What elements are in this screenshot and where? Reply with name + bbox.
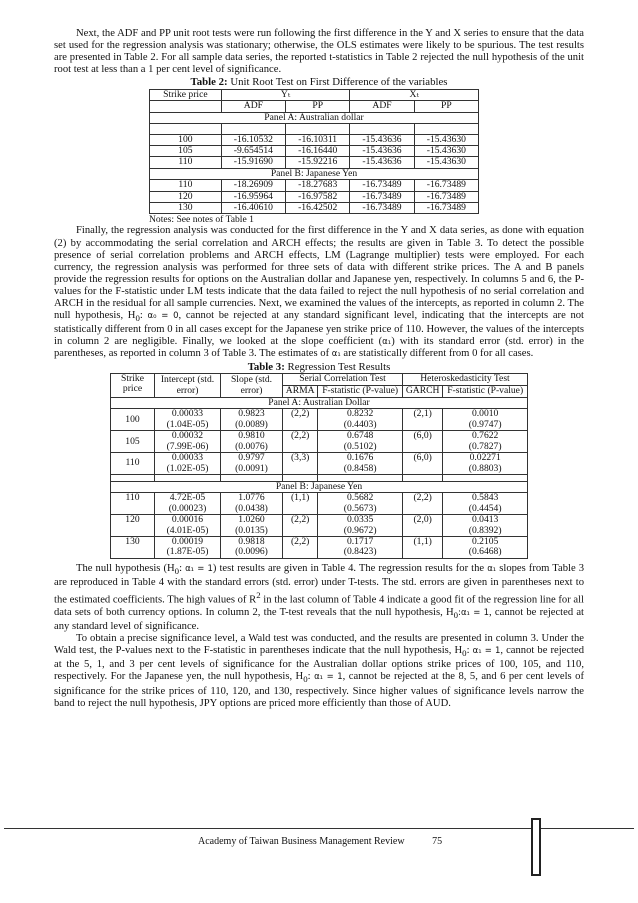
table-cell: -15.43636 <box>350 134 414 145</box>
table-cell <box>318 453 403 475</box>
cell-p-value: (0.5673) <box>343 502 377 514</box>
math-expression: α₁ = 1 <box>185 563 213 574</box>
cell-std-error: (4.01E-05) <box>166 524 209 536</box>
table3 <box>110 373 528 559</box>
table2-notes: Notes: See notes of Table 1 <box>149 214 254 226</box>
cell-value: 0.7622 <box>471 430 499 442</box>
table-cell: (3,3) <box>283 453 318 475</box>
table-cell: -16.10311 <box>286 134 350 145</box>
table-cell: (2,0) <box>402 515 442 537</box>
table-row <box>150 134 479 145</box>
cell-std-error: (0.0096) <box>235 546 268 558</box>
table-cell: -16.73489 <box>350 180 414 191</box>
table3-caption-label: Table 3: <box>247 360 285 373</box>
cell-p-value: (0.6468) <box>468 546 502 558</box>
table-cell: -16.97582 <box>286 191 350 202</box>
journal-name: Academy of Taiwan Business Management Review <box>198 836 405 847</box>
cell-std-error: (1.87E-05) <box>166 546 209 558</box>
cell-value: 0.0335 <box>346 514 374 526</box>
cell-std-error: (0.0076) <box>235 440 268 452</box>
table-cell: 100 <box>150 134 222 145</box>
t2-sub-adf-x: ADF <box>350 101 414 112</box>
cell-value: 0.00033 <box>171 408 204 420</box>
table-row <box>150 157 479 168</box>
table-cell <box>221 536 283 558</box>
cell-p-value: (0.8803) <box>468 462 502 474</box>
math-expression: α₁ <box>487 563 497 574</box>
t2-header-x: Xₜ <box>350 89 479 100</box>
table-cell <box>443 409 528 431</box>
table-cell <box>443 493 528 515</box>
cell-std-error: (1.04E-05) <box>166 418 209 430</box>
table-row <box>111 409 528 431</box>
table-cell <box>155 493 221 515</box>
t3-header-slope: Slope (std. error) <box>221 374 283 398</box>
text-run: , cannot be rejected at the 5, 1, and 3 per cent levels of significance for the Australian dollar options strike prices of 100, 105, and 110, respectively. For the Japanese yen, the null hypothesis, H <box>54 645 584 683</box>
table-row <box>150 146 479 157</box>
math-expression: α₁ <box>331 349 341 360</box>
table-cell: -16.73489 <box>414 191 478 202</box>
text-run: , cannot be rejected at any standard level of significance. <box>54 606 584 632</box>
table-cell <box>318 431 403 453</box>
table2-caption <box>54 76 584 89</box>
t2-header-y: Yₜ <box>221 89 350 100</box>
table-row <box>111 493 528 515</box>
cell-p-value: (0.5102) <box>343 440 377 452</box>
table-cell: 110 <box>150 157 222 168</box>
cell-value: 0.9810 <box>238 430 265 442</box>
cell-value: 0.2105 <box>471 535 499 547</box>
table-cell: -18.27683 <box>286 180 350 191</box>
text-run: slopes from Table 3 are reproduced in Table 4 with the standard errors (std. error) under T-tests. The std. errors are given in parentheses next to the estimated coefficients. The high values of R <box>54 562 585 606</box>
table-cell: -15.91690 <box>221 157 285 168</box>
cell-value: 0.9823 <box>238 408 265 420</box>
table-cell <box>155 431 221 453</box>
table-cell <box>221 431 283 453</box>
table2-caption-label: Table 2: <box>190 76 228 89</box>
table-cell <box>155 453 221 475</box>
table-row <box>111 536 528 558</box>
cell-value: 0.00033 <box>171 452 204 464</box>
paragraph-unit-root: Next, the ADF and PP unit root tests were run following the first difference in the Y and X series to ensure that the data set used for the regression analysis was stationary; otherwise, the OLS estimates were likely to be spurious. The test results are presented in Table 2. For all sample data series, the reported t-statistics in Table 2 rejected the null hypothesis of the unit root test at less than a 1 per cent level of significance. <box>54 28 584 76</box>
cell-value: 0.8232 <box>346 408 374 420</box>
text-run: ) with its standard error (std. error) in the parentheses, as reported in column 3 of Table 3. The estimates of <box>54 336 584 360</box>
cell-value: 0.9818 <box>238 535 265 547</box>
table-cell <box>318 409 403 431</box>
t2-panel-b: Panel B: Japanese Yen <box>150 168 479 179</box>
cell-value: 0.0413 <box>471 514 499 526</box>
t3-header-serial: Serial Correlation Test <box>283 374 403 386</box>
cell-value: 0.00016 <box>171 514 204 526</box>
table-cell <box>318 515 403 537</box>
cell-value: 0.00019 <box>171 535 204 547</box>
cell-value: 1.0260 <box>238 514 265 526</box>
cell-std-error: (7.99E-06) <box>166 440 209 452</box>
text-run: Finally, the regression analysis was conducted for the first difference in the Y and X data series, as done with equation (2) by accommodating the serial correlation and ARCH effects; the results are given in Table 3. To detect the possible presence of serial correlation problems and ARCH effects, LM (Lagrange multiplier) tests were employed. For each currency, the regression analysis was performed for three sets of data with different strike prices. The A and B panels provide the regression results for options on the Australian dollar and Japanese yen, respectively. In columns 5 and 6, the P-values for the F-statistic under LM tests indicate that the data failed to reject the null hypothesis of no serial correlation and ARCH in the residual for all sample currencies. Next, we examined the values of the intercepts, as reported in column 2. The null hypothesis, H <box>54 225 584 322</box>
page-number: 75 <box>432 836 443 847</box>
table-cell: (2,2) <box>283 515 318 537</box>
cell-value: 0.1676 <box>346 452 374 464</box>
cell-value: 0.5843 <box>471 492 499 504</box>
table3-caption <box>54 361 584 374</box>
table-cell: -15.92216 <box>286 157 350 168</box>
table-cell: (1,1) <box>402 536 442 558</box>
text-run: ) test results are given in Table 4. The regression results for the <box>212 562 488 574</box>
table-cell <box>155 536 221 558</box>
text-run: : <box>139 310 148 322</box>
cell-std-error: (0.0135) <box>235 524 268 536</box>
cell-p-value: (0.8458) <box>343 462 377 474</box>
t2-sub-adf-y: ADF <box>221 101 285 112</box>
t3-header-arma: ARMA <box>283 386 318 398</box>
cell-value: 0.9797 <box>238 452 265 464</box>
table-cell: -15.43630 <box>414 134 478 145</box>
subscript: 0 <box>462 648 467 659</box>
text-run: , cannot be rejected at any standard significant level, indicating that the intercepts are not statistically different from 0 in all cases except for the Japanese yen strike price of 110. However, the values of the intercepts in column 2 are negligible. Finally, we looked at the slope coefficient ( <box>54 310 584 348</box>
cell-p-value: (0.9747) <box>468 418 502 430</box>
table-cell <box>318 493 403 515</box>
table-cell: -16.42502 <box>286 203 350 214</box>
text-run: The null hypothesis (H <box>76 562 175 574</box>
table-cell <box>443 431 528 453</box>
t3-header-garch: GARCH <box>402 386 442 398</box>
paragraph-regression <box>54 225 584 360</box>
page-body <box>54 28 584 710</box>
table-cell: -18.26909 <box>221 180 285 191</box>
cell-p-value: (0.8423) <box>343 546 377 558</box>
table-cell: 120 <box>150 191 222 202</box>
table-cell: -15.43630 <box>414 157 478 168</box>
table3-caption-text: Regression Test Results <box>284 360 391 373</box>
cell-value: 1.0776 <box>238 492 265 504</box>
cell-value: 0.6748 <box>346 430 374 442</box>
subscript: 0 <box>303 674 308 685</box>
table-cell: 110 <box>111 453 155 475</box>
table-cell: (2,2) <box>283 536 318 558</box>
table-cell: 130 <box>111 536 155 558</box>
table-cell: -16.73489 <box>350 191 414 202</box>
math-expression: α₁ = 1 <box>472 646 501 657</box>
math-expression: α₁ = 1 <box>314 672 343 683</box>
table-cell <box>221 453 283 475</box>
table-row <box>150 180 479 191</box>
table-cell: (2,2) <box>283 431 318 453</box>
table-cell: -16.10532 <box>221 134 285 145</box>
subscript: 0 <box>174 565 180 576</box>
cell-p-value: (0.4403) <box>343 418 377 430</box>
cell-std-error: (0.0091) <box>235 462 268 474</box>
t3-header-fstat-2: F-statistic (P-value) <box>443 386 528 398</box>
text-run: in the last column of Table 4 indicate a good fit of the regression line for all data sets of both currency options. In column 2, the T-test reveals that the null hypothesis, H <box>54 594 584 618</box>
table-cell <box>221 515 283 537</box>
footer-box-ornament <box>531 818 541 876</box>
math-expression: α₁ <box>382 337 392 348</box>
cell-std-error: (0.0089) <box>235 418 268 430</box>
text-run: : <box>179 562 186 574</box>
cell-value: 0.0010 <box>471 408 499 420</box>
subscript: 0 <box>453 609 459 620</box>
cell-p-value: (0.4454) <box>468 502 502 514</box>
table-cell: -16.40610 <box>221 203 285 214</box>
table-cell <box>221 409 283 431</box>
math-expression: α₀ = 0 <box>147 311 179 322</box>
table-cell <box>318 536 403 558</box>
table-cell: 100 <box>111 409 155 431</box>
math-expression: :α₁ = 1 <box>458 607 490 618</box>
cell-value: 4.72E-05 <box>169 492 206 504</box>
table-cell: 105 <box>111 431 155 453</box>
t2-sub-pp-y: PP <box>286 101 350 112</box>
cell-std-error: (1.02E-05) <box>166 462 209 474</box>
text-run: : <box>307 671 315 683</box>
page-footer <box>198 836 442 848</box>
t3-header-intercept: Intercept (std. error) <box>155 374 221 398</box>
table-cell: 120 <box>111 515 155 537</box>
paragraph-wald-test <box>54 633 584 710</box>
table-cell: (2,2) <box>283 409 318 431</box>
table-cell: 110 <box>150 180 222 191</box>
t3-header-strike: Strike price <box>111 374 155 398</box>
t3-panel-a: Panel A: Australian Dollar <box>111 398 528 409</box>
table-cell: (2,2) <box>402 493 442 515</box>
table-cell: -9.654514 <box>221 146 285 157</box>
text-run: : <box>466 645 473 657</box>
table-cell: -15.43636 <box>350 146 414 157</box>
table-row <box>150 191 479 202</box>
cell-p-value: (0.7827) <box>468 440 502 452</box>
table-cell <box>443 536 528 558</box>
table-cell: 105 <box>150 146 222 157</box>
cell-p-value: (0.9672) <box>343 524 377 536</box>
table-row <box>111 515 528 537</box>
t2-panel-a: Panel A: Australian dollar <box>150 112 479 123</box>
table-cell: -15.43636 <box>350 157 414 168</box>
table-cell <box>443 453 528 475</box>
table-cell: 110 <box>111 493 155 515</box>
cell-std-error: (0.0438) <box>235 502 268 514</box>
superscript: 2 <box>256 590 261 601</box>
table-cell <box>443 515 528 537</box>
table-cell: (6,0) <box>402 453 442 475</box>
table-cell: -16.73489 <box>350 203 414 214</box>
subscript: 0 <box>135 313 140 324</box>
table-cell <box>155 515 221 537</box>
t3-panel-b: Panel B: Japanese Yen <box>111 481 528 492</box>
table-cell: (6,0) <box>402 431 442 453</box>
cell-value: 0.5682 <box>346 492 374 504</box>
table-cell <box>155 409 221 431</box>
text-run: To obtain a precise significance level, a Wald test was conducted, and the results are presented in column 3. Under the Wald test, the P-values next to the F-statistic in parentheses indicate that the null hypothesis, H <box>54 632 584 657</box>
table-cell: -16.73489 <box>414 180 478 191</box>
table-row <box>150 203 479 214</box>
cell-std-error: (0.00023) <box>168 502 207 514</box>
table-row <box>111 453 528 475</box>
t2-header-strike: Strike price <box>150 89 222 100</box>
table-cell: -16.95964 <box>221 191 285 202</box>
t3-header-fstat-1: F-statistic (P-value) <box>318 386 403 398</box>
table-cell <box>221 493 283 515</box>
table2 <box>149 89 479 215</box>
cell-value: 0.00032 <box>171 430 204 442</box>
t3-header-hetero: Heteroskedasticity Test <box>402 374 527 386</box>
cell-value: 0.1717 <box>346 535 374 547</box>
table-cell: -16.73489 <box>414 203 478 214</box>
table-cell: -15.43630 <box>414 146 478 157</box>
text-run: , cannot be rejected at the 8, 5, and 6 per cent levels of significance for the strike prices of 110, 120, and 130, respectively. Since higher values of significance levels narrow the band to reject the null hypothesis, JPY options are priced more efficiently than those of AUD. <box>54 671 584 709</box>
table-cell: (2,1) <box>402 409 442 431</box>
table-cell: 130 <box>150 203 222 214</box>
table-cell: -16.16440 <box>286 146 350 157</box>
t2-sub-pp-x: PP <box>414 101 478 112</box>
cell-value: 0.02271 <box>469 452 501 464</box>
table2-caption-text: Unit Root Test on First Difference of the variables <box>227 76 448 89</box>
cell-p-value: (0.8392) <box>468 524 502 536</box>
paragraph-null-hypothesis <box>54 563 584 633</box>
text-run: are statistically different from 0 for all cases. <box>340 348 534 360</box>
table-row <box>111 431 528 453</box>
table-cell: (1,1) <box>283 493 318 515</box>
